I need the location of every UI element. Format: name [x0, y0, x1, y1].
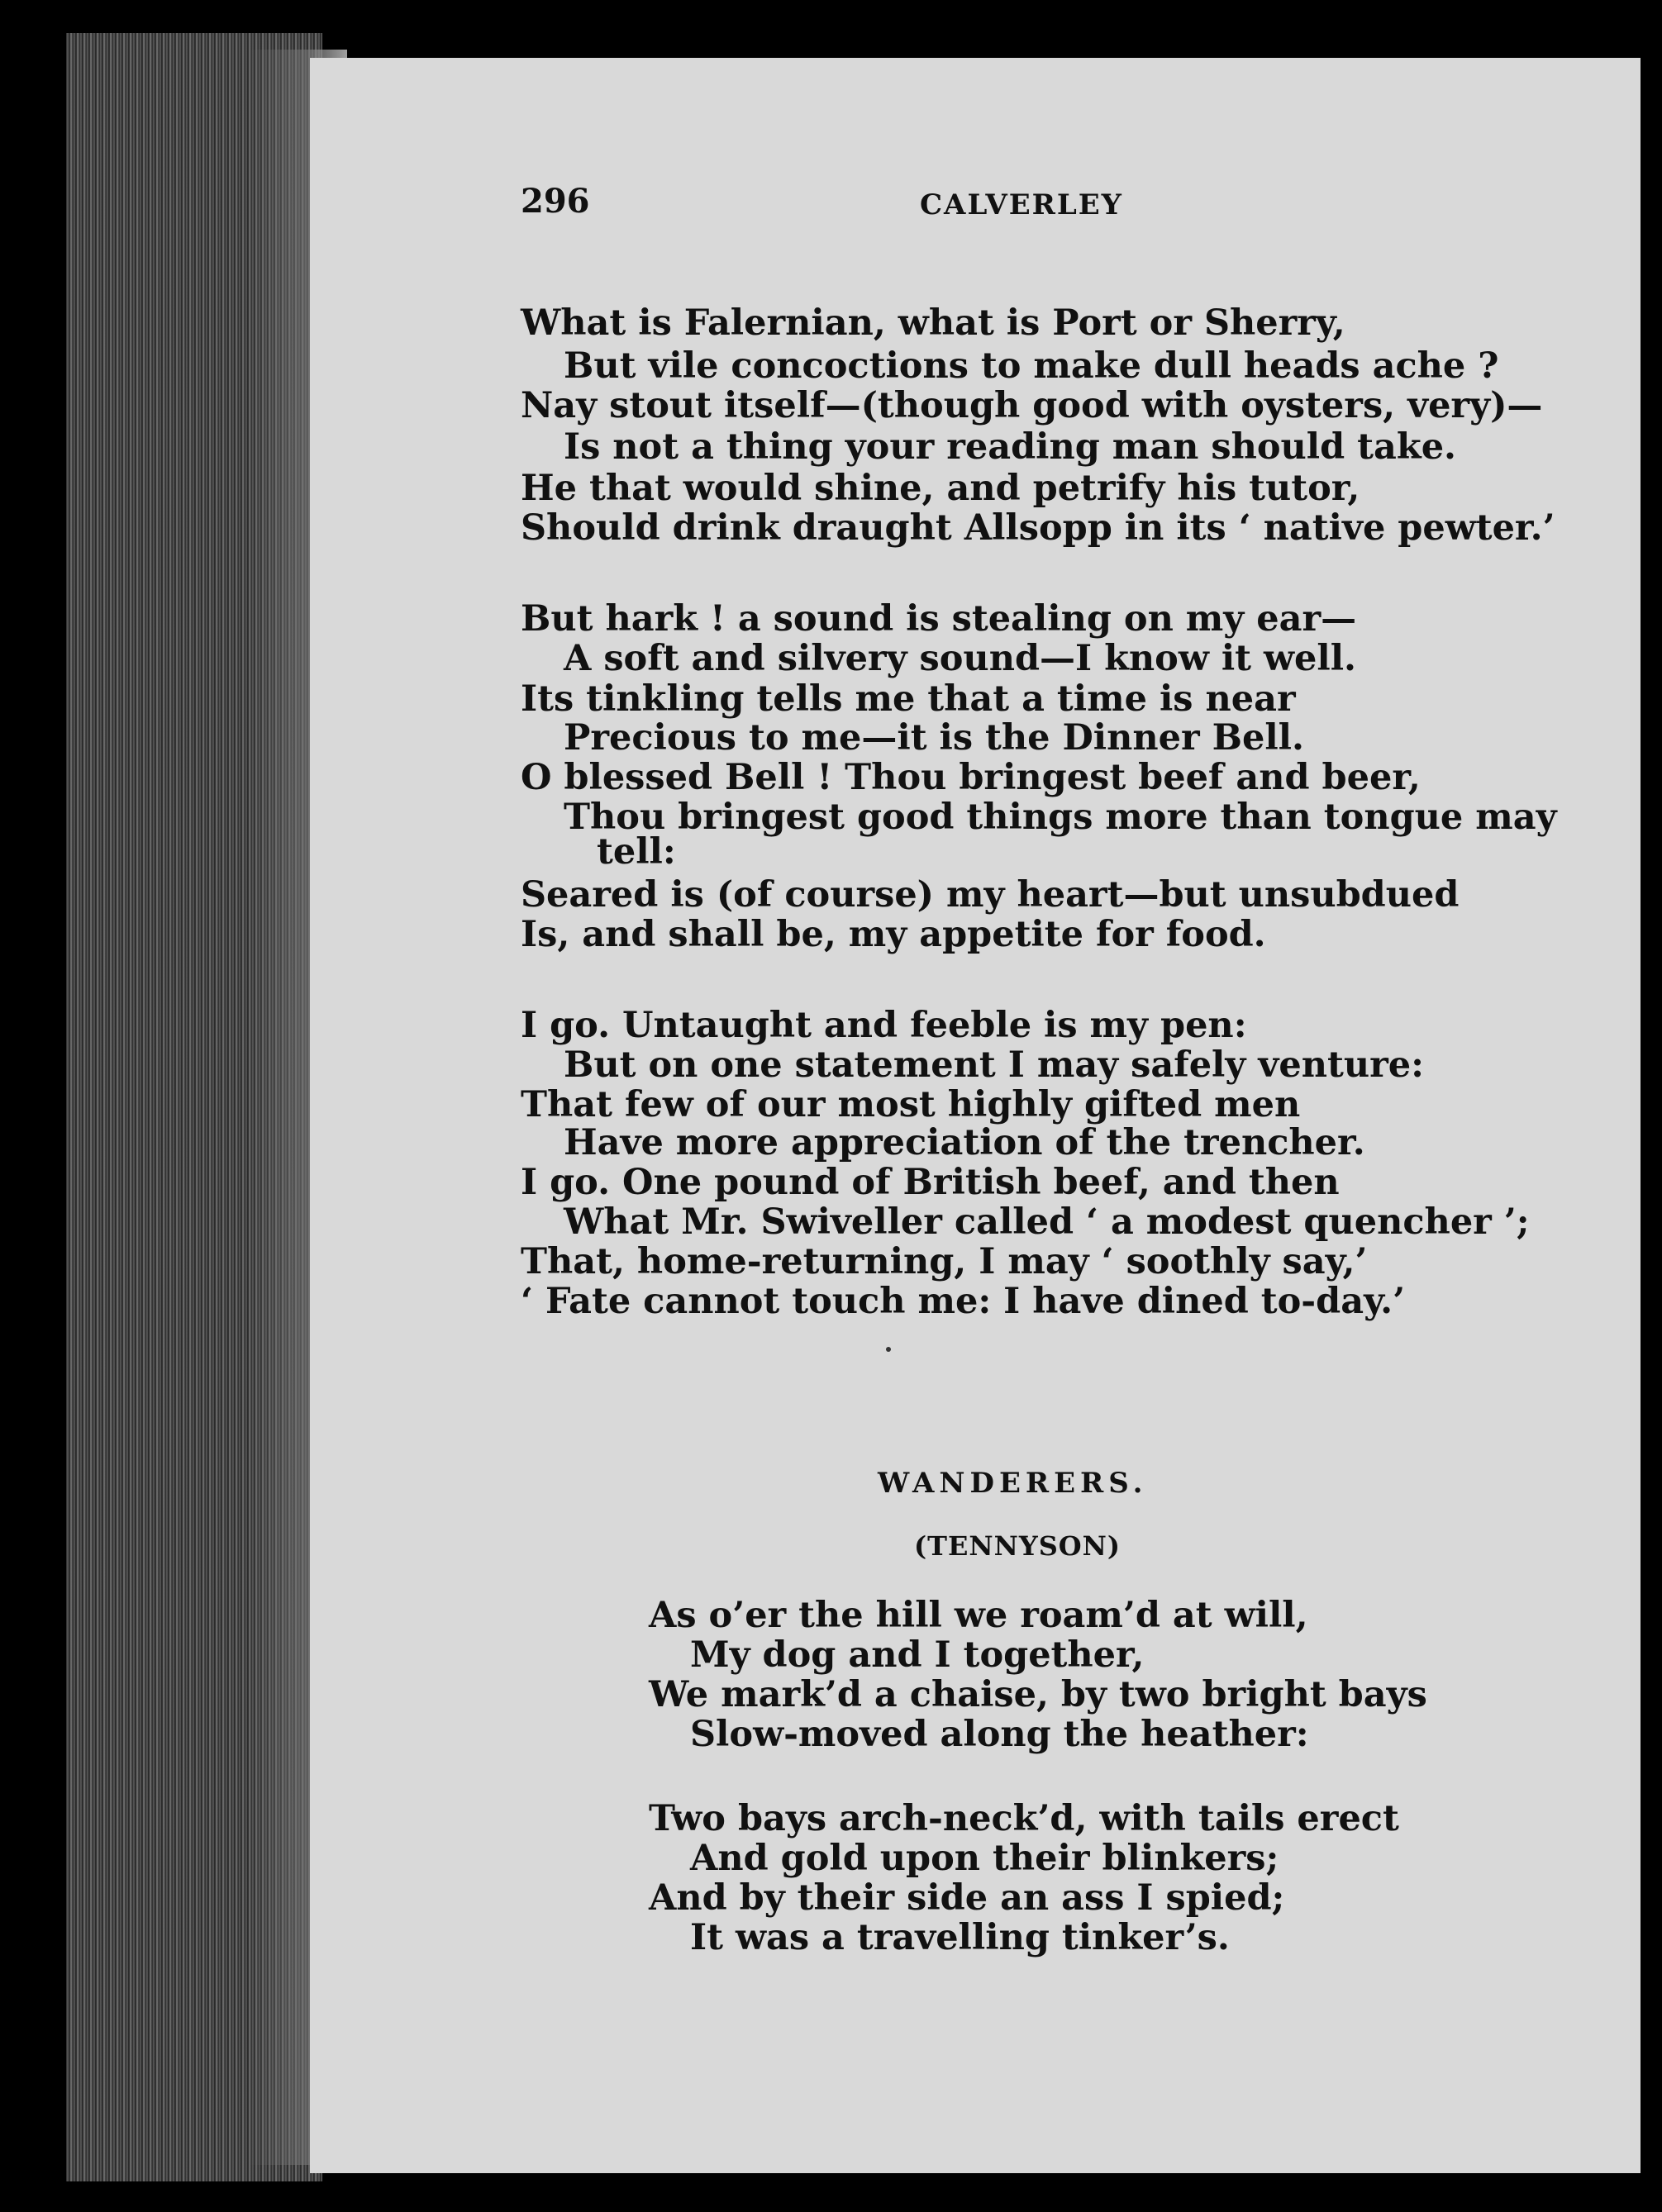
poem-line: O blessed Bell ! Thou bringest beef and beer, [521, 757, 1421, 798]
poem-line: I go. One pound of British beef, and then [521, 1162, 1340, 1203]
page-number: 296 [521, 182, 590, 221]
poem-line: A soft and silvery sound—I know it well. [564, 638, 1357, 679]
poem-line: And by their side an ass I spied; [649, 1877, 1285, 1919]
poem-line: tell: [597, 831, 676, 873]
poem-line: Have more appreciation of the trencher. [564, 1122, 1365, 1163]
poem-line: I go. Untaught and feeble is my pen: [521, 1005, 1247, 1046]
poem-line: Slow-moved along the heather: [690, 1714, 1309, 1755]
poem-line: But hark ! a sound is stealing on my ear— [521, 598, 1357, 640]
poem-line: Should drink draught Allsopp in its ‘ native pewter.’ [521, 507, 1555, 549]
poem-line: What is Falernian, what is Port or Sherry, [521, 302, 1345, 344]
poem-line: It was a travelling tinker’s. [690, 1917, 1230, 1958]
poem-line: That, home-returning, I may ‘ soothly say,’ [521, 1241, 1368, 1282]
poem-line: That few of our most highly gifted men [521, 1084, 1301, 1125]
poem-line: Two bays arch-neck’d, with tails erect [649, 1798, 1399, 1839]
poem-line: As o’er the hill we roam’d at will, [649, 1595, 1308, 1636]
poem-line: Is not a thing your reading man should take. [564, 426, 1457, 468]
poem-line: What Mr. Swiveller called ‘ a modest quencher ’; [564, 1201, 1530, 1243]
poem-line: And gold upon their blinkers; [690, 1838, 1279, 1879]
running-head: CALVERLEY [920, 188, 1123, 221]
poem-line: ‘ Fate cannot touch me: I have dined to-day.’ [521, 1281, 1406, 1322]
poem-line: Nay stout itself—(though good with oysters, very)— [521, 385, 1543, 426]
poem-line: He that would shine, and petrify his tutor, [521, 468, 1360, 509]
poem-line: Is, and shall be, my appetite for food. [521, 914, 1266, 955]
poem-line: But vile concoctions to make dull heads ache ? [564, 345, 1499, 387]
book-page [310, 58, 1641, 2173]
poem-line: Its tinkling tells me that a time is near [521, 678, 1296, 720]
poem-attribution: (TENNYSON) [914, 1530, 1121, 1562]
poem-line: But on one statement I may safely venture: [564, 1044, 1424, 1086]
poem-title: WANDERERS. [878, 1467, 1148, 1500]
ink-speck [886, 1347, 891, 1352]
poem-line: We mark’d a chaise, by two bright bays [649, 1674, 1427, 1715]
poem-line: My dog and I together, [690, 1634, 1145, 1676]
poem-line: Seared is (of course) my heart—but unsubdued [521, 874, 1460, 916]
poem-line: Thou bringest good things more than tongue may [564, 797, 1557, 838]
poem-line: Precious to me—it is the Dinner Bell. [564, 717, 1304, 759]
